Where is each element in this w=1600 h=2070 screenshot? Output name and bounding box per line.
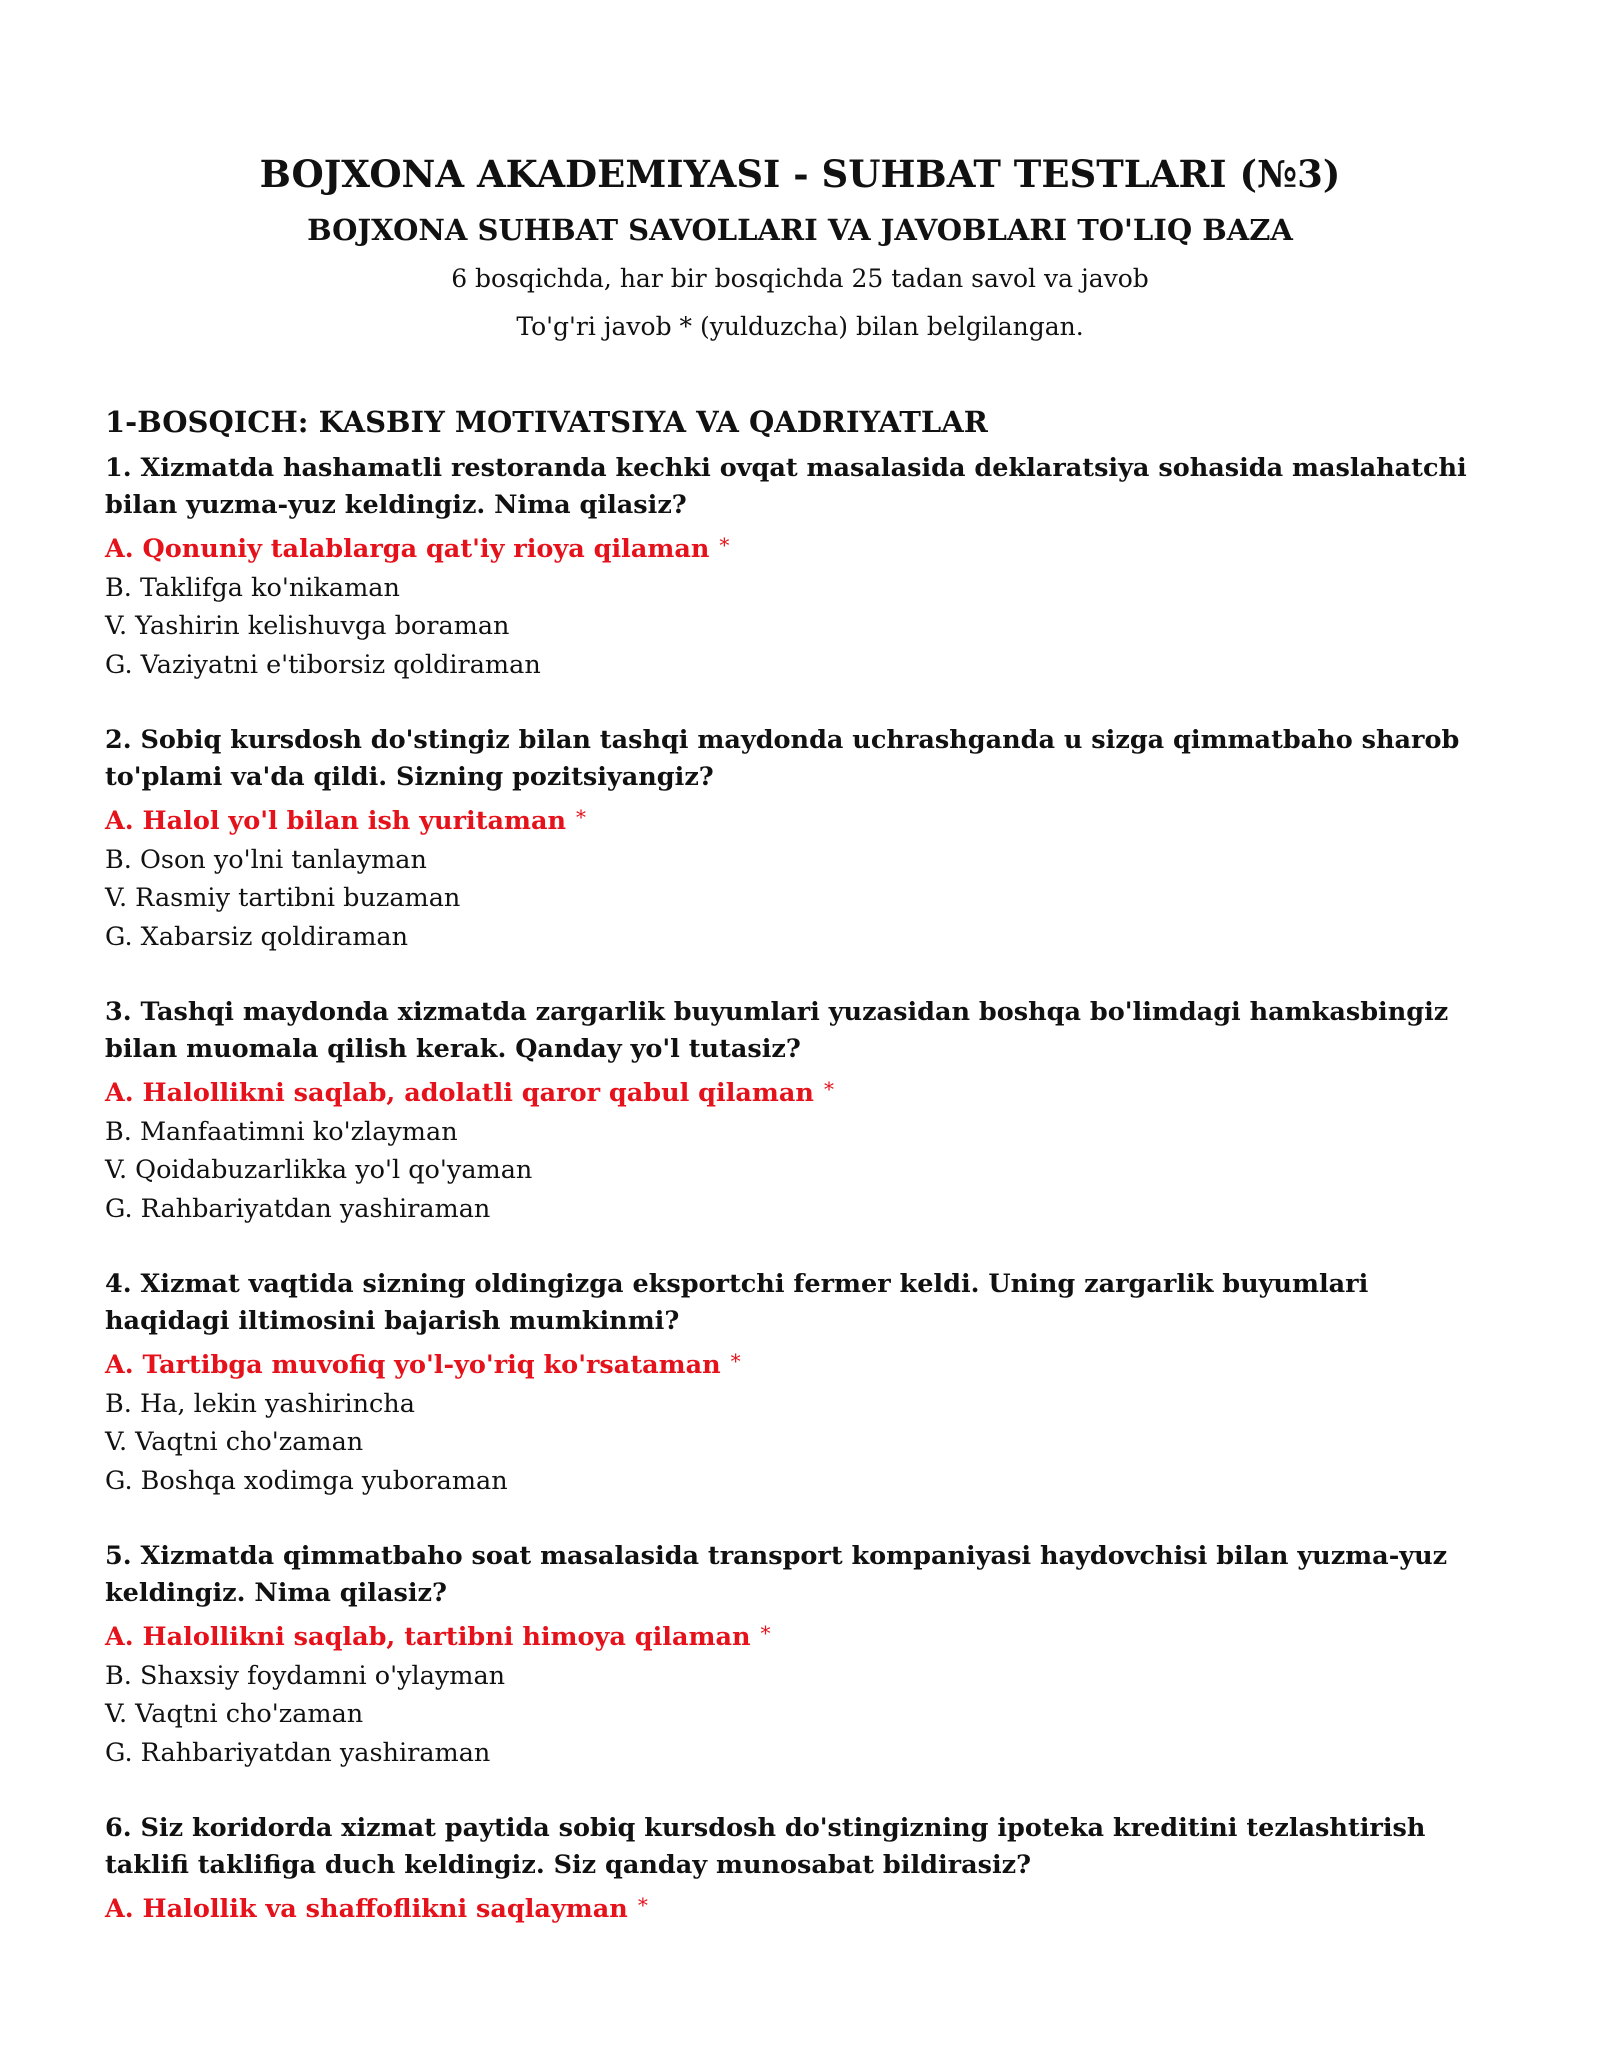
answer-options <box>105 1342 1495 1500</box>
option-text: B. Shaxsiy foydamni o'ylayman <box>105 1660 506 1691</box>
option-text: A. Halollikni saqlab, tartibni himoya qilaman <box>105 1622 751 1652</box>
correct-answer-option <box>105 798 1495 841</box>
answer-option <box>105 569 1495 608</box>
answer-option <box>105 841 1495 880</box>
answer-option <box>105 918 1495 957</box>
answer-option <box>105 1113 1495 1152</box>
answer-option <box>105 1695 1495 1734</box>
option-text: G. Boshqa xodimga yuboraman <box>105 1465 508 1496</box>
answer-option <box>105 646 1495 685</box>
option-text: B. Taklifga ko'nikaman <box>105 572 400 603</box>
option-text: G. Rahbariyatdan yashiraman <box>105 1737 491 1768</box>
info-line-answer-key: To'g'ri javob * (yulduzcha) bilan belgilangan. <box>516 312 1084 341</box>
question-block <box>105 1266 1495 1500</box>
answer-options <box>105 798 1495 956</box>
question-text: 6. Siz koridorda xizmat paytida sobiq kursdosh do'stingizning ipoteka kreditini tezlashtirish taklifi taklifiga duch keldingiz. Siz qanday munosabat bildirasiz? <box>105 1813 1426 1880</box>
question-text: 3. Tashqi maydonda xizmatda zargarlik buyumlari yuzasidan boshqa bo'limdagi hamkasbingiz bilan muomala qilish kerak. Qanday yo'l tutasiz? <box>105 997 1449 1064</box>
question-block <box>105 722 1495 956</box>
option-text: A. Halollik va shaffoflikni saqlayman <box>105 1894 628 1924</box>
option-text: V. Rasmiy tartibni buzaman <box>105 883 461 913</box>
question-text: 1. Xizmatda hashamatli restoranda kechki ovqat masalasida deklaratsiya sohasida maslahatchi bilan yuzma-yuz keldingiz. Nima qilasiz? <box>105 453 1467 520</box>
answer-options <box>105 526 1495 684</box>
correct-mark-icon: * <box>576 805 587 829</box>
correct-answer-option <box>105 1886 1495 1929</box>
correct-answer-option <box>105 1614 1495 1657</box>
answer-option <box>105 1657 1495 1696</box>
option-text: A. Qonuniy talablarga qat'iy rioya qilaman <box>105 534 710 564</box>
correct-mark-icon: * <box>719 533 730 557</box>
answer-options <box>105 1614 1495 1772</box>
option-text: A. Tartibga muvofiq yo'l-yo'riq ko'rsataman <box>105 1350 721 1380</box>
option-text: B. Ha, lekin yashirincha <box>105 1388 415 1419</box>
section-heading: 1-BOSQICH: KASBIY MOTIVATSIYA VA QADRIYATLAR <box>105 405 988 439</box>
answer-option <box>105 1385 1495 1424</box>
answer-option <box>105 1462 1495 1501</box>
correct-answer-option <box>105 1342 1495 1385</box>
question-block <box>105 450 1495 684</box>
option-text: V. Vaqtni cho'zaman <box>105 1699 364 1729</box>
correct-answer-option <box>105 1070 1495 1113</box>
correct-mark-icon: * <box>760 1621 771 1645</box>
document-title: BOJXONA AKADEMIYASI - SUHBAT TESTLARI (№3) <box>259 152 1341 196</box>
correct-mark-icon: * <box>823 1077 834 1101</box>
answer-option <box>105 879 1495 918</box>
question-text: 2. Sobiq kursdosh do'stingiz bilan tashqi maydonda uchrashganda u sizga qimmatbaho sharob to'plami va'da qildi. Sizning pozitsiyangiz? <box>105 725 1460 792</box>
option-text: A. Halollikni saqlab, adolatli qaror qabul qilaman <box>105 1078 814 1108</box>
answer-options <box>105 1070 1495 1228</box>
question-block <box>105 994 1495 1228</box>
correct-mark-icon: * <box>730 1349 741 1373</box>
option-text: A. Halol yo'l bilan ish yuritaman <box>105 806 567 836</box>
option-text: V. Vaqtni cho'zaman <box>105 1427 364 1457</box>
answer-option <box>105 1151 1495 1190</box>
answer-options <box>105 1886 1495 1929</box>
option-text: V. Qoidabuzarlikka yo'l qo'yaman <box>105 1155 533 1185</box>
answer-option <box>105 1734 1495 1773</box>
option-text: G. Vaziyatni e'tiborsiz qoldiraman <box>105 649 541 680</box>
option-text: G. Xabarsiz qoldiraman <box>105 921 409 952</box>
question-list <box>105 450 1495 1929</box>
info-line-stages: 6 bosqichda, har bir bosqichda 25 tadan savol va javob <box>451 264 1149 293</box>
question-text: 5. Xizmatda qimmatbaho soat masalasida transport kompaniyasi haydovchisi bilan yuzma-yuz keldingiz. Nima qilasiz? <box>105 1541 1448 1608</box>
option-text: V. Yashirin kelishuvga boraman <box>105 611 510 641</box>
question-block <box>105 1810 1495 1929</box>
option-text: B. Oson yo'lni tanlayman <box>105 844 427 875</box>
answer-option <box>105 1190 1495 1229</box>
question-text: 4. Xizmat vaqtida sizning oldingizga eksportchi fermer keldi. Uning zargarlik buyumlari haqidagi iltimosini bajarish mumkinmi? <box>105 1269 1369 1336</box>
answer-option <box>105 1423 1495 1462</box>
option-text: G. Rahbariyatdan yashiraman <box>105 1193 491 1224</box>
correct-answer-option <box>105 526 1495 569</box>
answer-option <box>105 607 1495 646</box>
option-text: B. Manfaatimni ko'zlayman <box>105 1116 458 1147</box>
document-subtitle: BOJXONA SUHBAT SAVOLLARI VA JAVOBLARI TO'LIQ BAZA <box>307 213 1293 247</box>
question-block <box>105 1538 1495 1772</box>
correct-mark-icon: * <box>637 1893 648 1917</box>
